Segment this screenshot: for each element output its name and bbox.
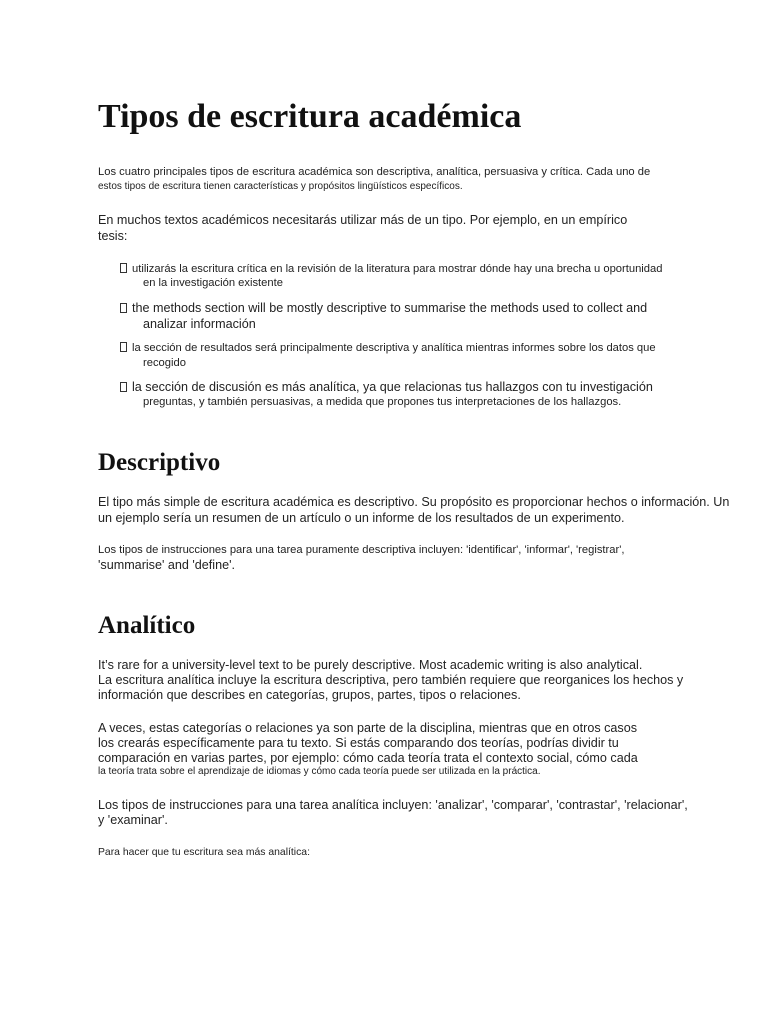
analitico-paragraph-line: Los tipos de instrucciones para una tarea analítica incluyen: 'analizar', 'comparar', 'contrastar', 'relacionar',	[98, 798, 688, 812]
analitico-paragraph-line: La escritura analítica incluye la escritura descriptiva, pero también requiere que reorganices los hechos y	[98, 673, 684, 687]
analitico-paragraph-line: A veces, estas categorías o relaciones ya son parte de la disciplina, mientras que en otros casos	[98, 721, 638, 735]
list-item-text: the methods section will be mostly descriptive to summarise the methods used to collect and	[132, 301, 648, 315]
list-item-continuation: en la investigación existente	[143, 277, 283, 289]
list-item-text: utilizarás la escritura crítica en la revisión de la literatura para mostrar dónde hay una brecha u oportunidad	[132, 263, 663, 275]
bullet-box-icon	[120, 382, 127, 392]
list-item	[120, 262, 662, 276]
descriptivo-paragraph-line: 'summarise' and 'define'.	[98, 558, 236, 572]
bullet-box-icon	[120, 303, 127, 313]
section-heading-descriptivo: Descriptivo	[98, 449, 221, 476]
analitico-paragraph-line: y 'examinar'.	[98, 813, 168, 827]
bullet-box-icon	[120, 263, 127, 273]
list-item	[120, 341, 656, 355]
list-item-text: la sección de discusión es más analítica, ya que relacionas tus hallazgos con tu investigación	[132, 380, 653, 394]
section-heading-analitico: Analítico	[98, 612, 196, 639]
analitico-paragraph-line: información que describes en categorías, grupos, partes, tipos o relaciones.	[98, 688, 521, 702]
intro-paragraph-line: tesis:	[98, 229, 128, 243]
analitico-paragraph-line: It’s rare for a university-level text to be purely descriptive. Most academic writing is also analytical.	[98, 658, 643, 672]
list-item-continuation: analizar información	[143, 317, 256, 331]
intro-paragraph-line: Los cuatro principales tipos de escritura académica son descriptiva, analítica, persuasiva y crítica. Cada uno de	[98, 166, 651, 178]
analitico-paragraph-line: comparación en varias partes, por ejemplo: cómo cada teoría trata el contexto social, cómo cada	[98, 751, 638, 765]
list-item-continuation: preguntas, y también persuasivas, a medida que propones tus interpretaciones de los hallazgos.	[143, 396, 622, 408]
descriptivo-paragraph-line: El tipo más simple de escritura académica es descriptivo. Su propósito es proporcionar hechos o información. Un	[98, 495, 730, 509]
bullet-box-icon	[120, 342, 127, 352]
list-item-text: la sección de resultados será principalmente descriptiva y analítica mientras informes sobre los datos que	[132, 342, 656, 354]
page-title: Tipos de escritura académica	[98, 98, 522, 135]
analitico-paragraph-line: los crearás específicamente para tu texto. Si estás comparando dos teorías, podrías dividir tu	[98, 736, 619, 750]
intro-paragraph-line: En muchos textos académicos necesitarás utilizar más de un tipo. Por ejemplo, en un empírico	[98, 213, 628, 227]
descriptivo-paragraph-line: Los tipos de instrucciones para una tarea puramente descriptiva incluyen: 'identificar', 'informar', 'registrar',	[98, 544, 625, 556]
analitico-paragraph-line: Para hacer que tu escritura sea más analítica:	[98, 847, 310, 858]
list-item-continuation: recogido	[143, 357, 186, 369]
descriptivo-paragraph-line: un ejemplo sería un resumen de un artículo o un informe de los resultados de un experimento.	[98, 511, 625, 525]
intro-paragraph-line: estos tipos de escritura tienen características y propósitos lingüísticos específicos.	[98, 181, 463, 192]
list-item	[120, 300, 647, 316]
list-item	[120, 379, 653, 395]
analitico-paragraph-line: la teoría trata sobre el aprendizaje de idiomas y cómo cada teoría puede ser utilizada en la práctica.	[98, 766, 541, 777]
